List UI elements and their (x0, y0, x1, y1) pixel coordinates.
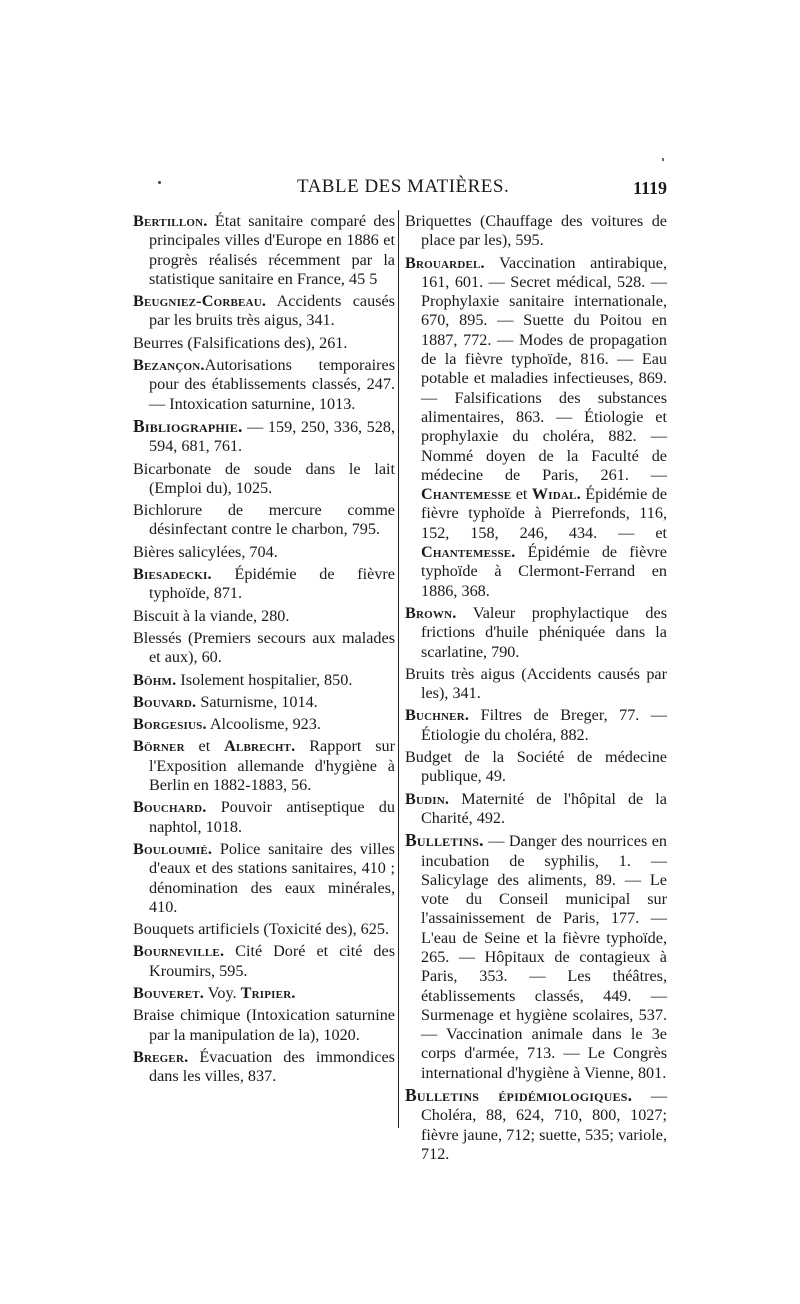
entry-text: Saturnisme, 1014. (196, 692, 318, 711)
entry-text: Cité Doré et cité des Kroumirs, 595. (149, 942, 395, 980)
entry-text: Pouvoir antiseptique du naphtol, 1018. (149, 798, 395, 836)
entry-heading: Bulletins épidémiologiques. (405, 1085, 633, 1106)
entry-heading: Beugniez-Corbeau. (133, 292, 267, 311)
entry-heading: Chantemesse (421, 485, 512, 504)
print-speck (662, 158, 664, 161)
entry-heading: Bouvard. (133, 692, 197, 711)
entry-text: Alcoolisme, 923. (206, 715, 321, 734)
index-entry (405, 254, 667, 601)
entry-heading: Brown. (405, 603, 457, 622)
index-entry (405, 604, 667, 662)
index-entry (133, 417, 395, 457)
entry-text: Maternité de l'hôpital de la Charité, 492. (421, 789, 667, 827)
entry-text: Filtres de Breger, 77. — Étiologie du choléra, 882. (421, 706, 667, 744)
index-entry (133, 693, 395, 712)
index-entry (133, 356, 395, 414)
entry-heading: Buchner. (405, 706, 470, 725)
entry-heading: Bertillon. (133, 212, 208, 230)
index-entry (133, 501, 395, 540)
index-entry (133, 1006, 395, 1045)
page-header (135, 176, 667, 202)
entry-heading: Bouloumié. (133, 839, 213, 858)
entry-text: Beurres (Falsifications des), 261. (133, 333, 348, 352)
entry-heading: Breger. (133, 1047, 189, 1066)
index-entry (133, 715, 395, 734)
entry-text: Bicarbonate de soude dans le lait (Emploi du), 1025. (133, 459, 395, 497)
index-entry (405, 1086, 667, 1164)
entry-heading: Chantemesse. (421, 543, 516, 562)
entry-heading: Bezançon. (133, 356, 205, 375)
right-column (405, 212, 667, 1167)
index-entry (405, 831, 667, 1083)
entry-text: Bichlorure de mercure comme désinfectant contre le charbon, 795. (133, 501, 395, 539)
index-entry (133, 629, 395, 668)
index-entry (133, 460, 395, 499)
entry-text: Autorisations temporaires pour des établissements classés, 247. — Intoxication saturnine, 1013. (149, 356, 395, 413)
index-entry (133, 942, 395, 981)
entry-heading: Böhm. (133, 670, 177, 689)
entry-text: et (511, 485, 532, 504)
entry-heading: Bouveret. (133, 983, 205, 1002)
entry-text: et (184, 737, 225, 756)
entry-text: Braise chimique (Intoxication saturnine par la manipulation de la), 1020. (133, 1006, 395, 1044)
entry-heading: Albrecht. (224, 737, 296, 756)
index-entry (405, 706, 667, 745)
page-number: 1119 (632, 178, 667, 198)
entry-text: Rapport sur l'Exposition allemande d'hygiène à Berlin en 1882-1883, 56. (149, 737, 396, 795)
entry-text: Bruits très aigus (Accidents causés par les), 341. (405, 664, 667, 703)
index-entry (133, 334, 395, 353)
running-title: TABLE DES MATIÈRES. (297, 176, 510, 197)
entry-heading: Budin. (405, 789, 450, 808)
index-entry (133, 212, 395, 289)
entry-heading: Borgesius. (133, 715, 207, 734)
entry-heading: Bibliographie. (133, 415, 243, 436)
entry-text: État sanitaire comparé des principales villes d'Europe en 1886 et progrès réalisés récemment par la statistique sanitaire en France, 45 5 (149, 212, 395, 288)
entry-text: Épidémie de fièvre typhoïde à Pierrefonds, 116, 152, 158, 246, 434. — et (421, 485, 668, 542)
entry-text: Valeur prophylactique des frictions d'huile phéniquée dans la scarlatine, 790. (421, 603, 667, 661)
entry-text: Police sanitaire des villes d'eaux et des stations sanitaires, 410 ; dénomination des eaux minérales, 410. (149, 839, 395, 916)
entry-heading: Biesadecki. (133, 565, 212, 584)
index-entry (133, 543, 395, 562)
index-entry (133, 920, 395, 939)
entry-text: Vaccination antirabique, 161, 601. — Secret médical, 528. — Prophylaxie sanitaire internationale, 670, 895. — Suette du Poitou en 1887, 772. — Modes de propagation de la fièvre typhoïde, 816. — Eau potable et maladies infectieuses, 869. — Falsifications des substances alimentaires, 863. — Étiologie et prophylaxie du choléra, 882. — Nommé doyen de la Faculté de médecine de Paris, 261. — (421, 253, 667, 484)
index-entry (133, 565, 395, 604)
entry-text: — 159, 250, 336, 528, 594, 681, 761. (149, 417, 395, 456)
entry-text: Isolement hospitalier, 850. (176, 670, 353, 689)
entry-text: Épidémie de fièvre typhoïde à Clermont-Ferrand en 1886, 368. (421, 543, 667, 600)
entry-heading: Widal. (531, 485, 581, 504)
column-divider (398, 210, 399, 1128)
index-entry (133, 984, 395, 1003)
index-entry (405, 790, 667, 829)
entry-text: Biscuit à la viande, 280. (133, 606, 290, 625)
entry-text: Blessés (Premiers secours aux malades et aux), 60. (133, 628, 395, 667)
entry-heading: Börner (133, 737, 185, 756)
entry-text: Budget de la Société de médecine publique, 49. (405, 748, 667, 786)
entry-heading: Bourneville. (133, 942, 225, 961)
entry-heading: Bouchard. (133, 798, 207, 817)
entry-text: Évacuation des immondices dans les villes, 837. (149, 1047, 395, 1086)
left-column (133, 212, 395, 1089)
entry-text: Bouquets artificiels (Toxicité des), 625. (133, 920, 390, 939)
index-entry (133, 292, 395, 331)
entry-heading: Tripier. (240, 983, 296, 1002)
index-entry (405, 665, 667, 704)
entry-text: Bières salicylées, 704. (133, 542, 278, 561)
entry-text: — Choléra, 88, 624, 710, 800, 1027; fièvre jaune, 712; suette, 535; variole, 712. (421, 1087, 667, 1163)
index-entry (405, 212, 667, 251)
index-entry (405, 748, 667, 787)
entry-text: — Danger des nourrices en incubation de syphilis, 1. — Salicylage des aliments, 89. — Le vote du Conseil municipal sur l'assainissement de Paris, 177. — L'eau de Seine et la fièvre typhoïde, 265. — Hôpitaux de contagieux à Paris, 353. — Les théâtres, établissements classés, 449. — Surmenage et hygiène scolaires, 537. — Vaccination animale dans le 3e corps d'armée, 713. — Le Congrès international d'hygiène à Vienne, 801. (421, 832, 667, 1082)
entry-heading: Bulletins. (405, 830, 484, 851)
index-entry (133, 737, 395, 795)
index-entry (133, 798, 395, 837)
entry-text: Briquettes (Chauffage des voitures de place par les), 595. (405, 212, 667, 250)
index-entry (133, 607, 395, 626)
entry-heading: Brouardel. (405, 253, 485, 272)
index-entry (133, 840, 395, 917)
index-entry (133, 1048, 395, 1087)
entry-text: Voy. (204, 983, 241, 1002)
entry-text: Accidents causés par les bruits très aigus, 341. (149, 292, 395, 330)
entry-text: Épidémie de fièvre typhoïde, 871. (149, 565, 395, 603)
index-entry (133, 671, 395, 690)
